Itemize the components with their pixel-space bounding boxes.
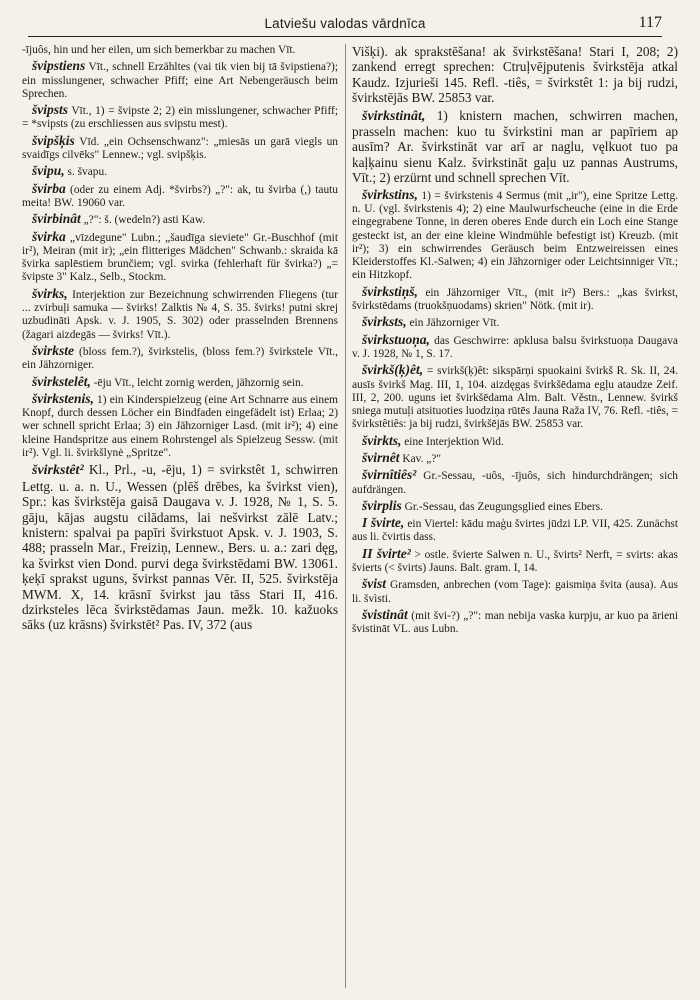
- dictionary-entry: [22, 344, 338, 373]
- left-column: [22, 44, 338, 990]
- column-divider: [345, 44, 346, 988]
- entry-text: Kav. „?": [399, 453, 442, 465]
- dictionary-entry: [352, 451, 678, 466]
- entry-headword: švirplis: [362, 497, 402, 513]
- entry-text: Vīd. „ein Ochsenschwanz": „miesās un garā viegls un svaidīgs cilvēks" Lennew.; vgl. svipšķis.: [22, 135, 338, 162]
- page-header: [28, 14, 662, 37]
- entry-headword: švirkstêt²: [32, 463, 84, 479]
- dictionary-entry: [22, 287, 338, 342]
- entry-text: (mit švi-?) „?": man nebija vaska kurpju, ar kuo pa ārieni švistināt VL. aus Lubn.: [352, 609, 678, 636]
- entry-text: Gramsden, anbrechen (vom Tage): gaismiņa švita (ausa). Aus li. švìsti.: [352, 579, 678, 605]
- entry-text: 1) knistern machen, schwirren machen, prasseln machen: kuo tu švirkstini man ar papīriem ap ausīm? Ar. švirkstināt var arī ar naglu, vęlkuot tuo pa kaļķainu sienu Kalz. švirkstināt gaļu uz pannas Austrums, Vīt.; 2) erzürnt und schnell sprechen Vīt.: [352, 107, 678, 186]
- entry-text: „?": š. (wedeln?) asti Kaw.: [80, 214, 206, 227]
- entry-headword: švipsts: [32, 102, 69, 118]
- dictionary-entry: [352, 547, 678, 576]
- dictionary-entry: [352, 434, 678, 449]
- dictionary-entry: [22, 59, 338, 101]
- entry-text: „vīzdegune" Lubn.; „šaudīga sieviete" Gr.-Buschhof (mit ir²), Meiran (mit ir); „ein flitteriges Mädchen" Schwanb.: skraida kā švirka saplēstiem brunčiem; vgl. svirka (fehlerhaft für švirka?) „= švipste 3" Kalz., Selb., Stockm.: [22, 231, 338, 284]
- dictionary-entry: [352, 499, 678, 514]
- dictionary-entry: [22, 134, 338, 163]
- dictionary-entry: [352, 577, 678, 606]
- entry-headword: švirks,: [32, 285, 68, 301]
- entry-text: Vīt., 1) = švipste 2; 2) ein misslungener, schwacher Pfiff; = *svipsts (zu erschliessen aus svipstu mest).: [22, 105, 338, 131]
- dictionary-entry: [352, 44, 678, 106]
- dictionary-entry: [352, 363, 678, 431]
- entry-headword: švirksts,: [362, 314, 407, 330]
- dictionary-entry: [352, 608, 678, 637]
- entry-headword: švirkstins,: [362, 186, 418, 202]
- entry-text: Interjektion zur Bezeichnung schwirrenden Fliegens (tur ... zvirbuļi samuka — švirks! Zalktis № 4, S. 35. švirks! putni skrej uzbudināti Apsk. v. J. 1905, S. 302) oder prasselnden Brennens (žagari aizdegās — švirks! Vīt.).: [22, 288, 338, 341]
- entry-text: ein Jähzorniger Vīt., (mit ir²) Bers.: „kas švirkst, švirkstēdams (truokšņuodams) skrien" Nötk. (mit ir).: [352, 286, 678, 313]
- dictionary-entry: [22, 103, 338, 132]
- entry-headword: I švirte,: [362, 515, 405, 531]
- entry-text: ein Jähzorniger Vīt.: [406, 317, 500, 330]
- dictionary-entry: [22, 44, 338, 57]
- dictionary-entry: [22, 375, 338, 390]
- entry-text: 1) = švirkstenis 4 Sermus (mit „ir"), eine Spritze Lettg. n. U. (vgl. švirkstenis 4); 2) eine Maulwurfscheuche (eine in die Erde eingegrabene Tonne, in deren oberes Ende durch ein Loch eine Stange gesteckt ist, an der eine kleine Windmühle befestigt ist) Kreuzb. (mit ir²); 3) ein schwirrendes Geräusch beim Entzweireissen eines Kleiderstoffes Kl.-Salwen; 4) ein Jähzorniger oder Leichtsinniger Vīt.; ein Hitzkopf.: [352, 189, 678, 282]
- entry-headword: švirkste: [32, 342, 74, 358]
- entry-headword: švipstiens: [32, 58, 86, 74]
- dictionary-entry: [22, 182, 338, 211]
- entry-headword: švirbinât: [32, 211, 81, 227]
- dictionary-entry: [22, 212, 338, 227]
- dictionary-entry: [22, 392, 338, 460]
- entry-headword: švirkstiņš,: [362, 283, 418, 299]
- dictionary-entry: [352, 108, 678, 186]
- entry-headword: švirnîtiês²: [362, 467, 417, 483]
- entry-text: 1) ein Kinderspielzeug (eine Art Schnarre aus einem Knopf, durch dessen Löcher ein Bindfaden eingefädelt ist) Erlaa; 2) wer schnell spricht Erlaa; 3) ein Jähzorniger Lasd. (mit ir²); 4) eine kleine Handspritze aus einem Rohrstengel als Spielzeug Sessw. (mit ir²). Vgl. li. švirkšlynė „Spritze".: [22, 393, 338, 460]
- dictionary-entry: [352, 285, 678, 314]
- entry-headword: švistinât: [362, 606, 408, 622]
- entry-headword: švipu,: [32, 163, 65, 179]
- entry-text: (oder zu einem Adj. *švirbs?) „?": ak, tu švirba (,) tautu meita! BW. 19060 var.: [22, 183, 338, 209]
- entry-headword: švirkš(ķ)êt,: [362, 362, 424, 378]
- entry-text: (bloss fem.?), švirkstelis, (bloss fem.?) švirkstele Vīt., ein Jähzorniger.: [22, 345, 338, 372]
- entry-headword: II švirte²: [362, 545, 411, 561]
- entry-text: = svirkš(ķ)êt: sikspārņi spuokaini švirkš R. Sk. II, 24. ausīs švirkš Mag. III, 1, 104. aizdęgas švirkšēdama egļu ataudze Zeif. III, 2, 200. uguns iet švirkšēdama Alm. Balt. Věstn., Lennew. švirkš sniega mutuļi atsituoties luodziņa rūtēs Jauna Raža IV, 76. Refl. -tiês, = švirkstêtiês: ja bij rudzi, švirkšējās BW. 25853 var.: [352, 365, 678, 431]
- right-column: [352, 44, 678, 990]
- entry-headword: švipšķis: [32, 132, 75, 148]
- entry-text: eine Interjektion Wid.: [401, 435, 504, 448]
- dictionary-entry: [22, 230, 338, 285]
- entry-headword: švirkts,: [362, 432, 402, 448]
- entry-text: Višķi). ak sprakstēšana! ak švirkstēšana! Stari I, 208; 2) zankend erregt sprechen: Ctruļvējputenis švirkstēja atkal Kaudz. Izjurieši 145. Refl. -tiês, = švirkstêt 1: ja bij rudzi, švirkstējās BW. 25853 var.: [352, 44, 678, 106]
- entry-headword: švirkstinât,: [362, 108, 426, 124]
- dictionary-entry: [22, 164, 338, 179]
- entry-headword: švirka: [32, 228, 66, 244]
- dictionary-entry: [352, 333, 678, 362]
- entry-headword: švist: [362, 576, 387, 592]
- entry-headword: švirnêt: [362, 450, 400, 465]
- dictionary-entry: [352, 468, 678, 497]
- entry-headword: švirkstuoņa,: [362, 331, 430, 347]
- dictionary-entry: [352, 188, 678, 283]
- entry-headword: švirkstenis,: [32, 390, 94, 406]
- entry-text: -ījuôs, hin und her eilen, um sich bemerkbar zu machen Vīt.: [22, 44, 296, 56]
- entry-headword: švirkstelêt,: [32, 373, 91, 389]
- entry-headword: švirba: [32, 180, 66, 196]
- dictionary-entry: [352, 516, 678, 545]
- entry-text: -ēju Vīt., leicht zornig werden, jähzornig sein.: [90, 376, 304, 389]
- dictionary-entry: [352, 315, 678, 330]
- entry-text: Vīt., schnell Erzähltes (vai tik vien bij tā švipstiena?); ein misslungener, schwacher Pfiff; eine Art Nebengeräusch beim Sprechen.: [22, 61, 338, 100]
- dictionary-entry: [22, 462, 338, 632]
- entry-text: das Geschwirre: apklusa balsu švirkstuoņa Daugava v. J. 1928, № 1, S. 17.: [352, 334, 678, 360]
- page-number: 117: [638, 14, 662, 31]
- entry-text: Kl., Prl., -u, -ēju, 1) = svirkstêt 1, schwirren Lettg. u. a. n. U., Wessen (plēš drēbes, ka švirkst vien), Spr.: kas švirkstēja gaisā Daugava v. J. 1928, № 1, S. 5. gāju, kājas augstu cilādams, lai nešvirkst zālē Latv.; knistern: spalvai pa papīri švirkstuot Apsk. v. J. 1903, S. 488; prasseln Mar., Freiziņ, Lennew., Bers. u. a.: zari dęg, ka švirkst vien Dond. purvi dega švirkstēdami BW. 13061. ķeķī sprakst uguns, švirkst pannas Vēr. II, 525. švirkstēja MWM. X, 14. krāsnī švirkst jau tāss Stari II, 416. dzirksteles lēca švirkstēdamas Jaun. mežk. 10. kažuoks sāks (uz krāsns) švirkstēt² Pas. IV, 372 (aus: [22, 462, 338, 633]
- entry-text: Gr.-Sessau, das Zeugungsglied eines Ebers.: [401, 500, 603, 513]
- running-title: Latviešu valodas vārdnīca: [264, 16, 426, 31]
- entry-text: ein Viertel: kādu maģu švirtes jūdzi LP. VII, 425. Zunächst aus li. čvirtis dass.: [352, 518, 678, 544]
- entry-text: s. švapu.: [64, 166, 108, 179]
- entry-text: Gr.-Sessau, -uôs, -ījuôs, sich hindurchdrängen; sich aufdrängen.: [352, 470, 678, 496]
- entry-text: > ostle. švierte Salwen n. U., švirts² Nerft, = svirts: akas švierts (< švirts) Jauns. Balt. gram. I, 14.: [352, 548, 678, 575]
